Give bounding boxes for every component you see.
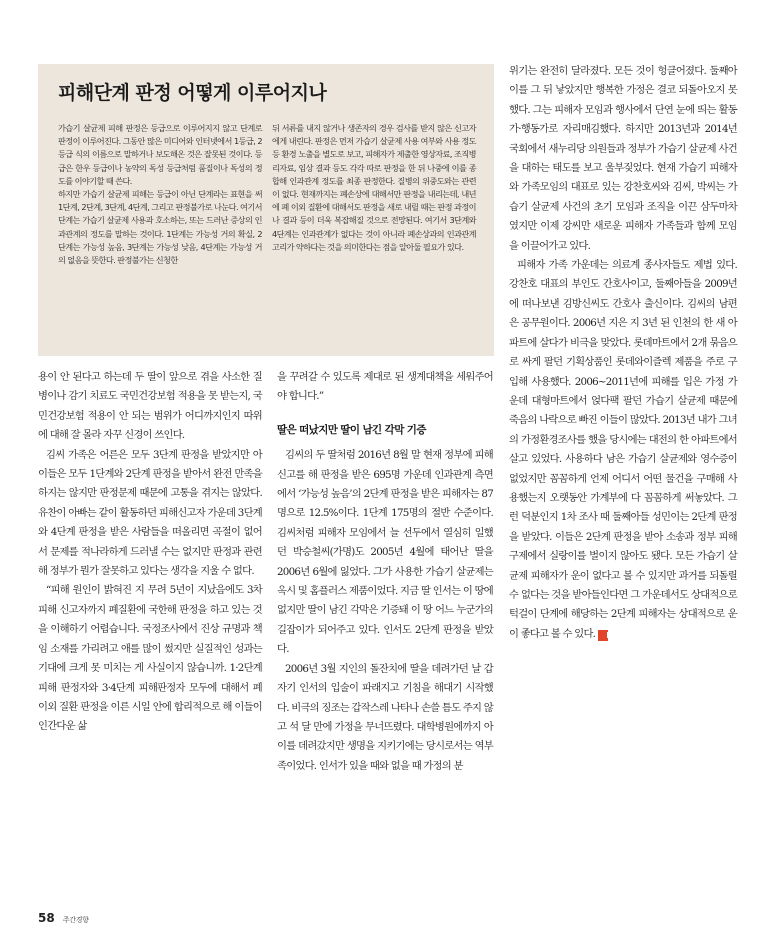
sidebar-column-1 [58,122,262,267]
article-column-left [38,368,262,737]
article-paragraph: 2006년 3월 지인의 돌잔치에 딸을 데려가던 날 갑자기 인서의 입술이 파래지고 기침을 해대기 시작했다. 비극의 징조는 갑작스레 나타나 손쓸 틈도 주지 않고 석 달 만에 가정을 무너뜨렸다. 대학병원에까지 아이를 데려갔지만 생명을 지키기에는 당시로서는 역부족이었다. 인서가 있을 때와 없을 때 가정의 분 [277,662,493,772]
sidebar-paragraph: 하지만 가습기 살균제 피해는 등급이 아닌 단계라는 표현을 써 1단계, 2단계, 3단계, 4단계, 그리고 판정불가로 나눈다. 여기서 단계는 가습기 살균제 사용과 호소하는, 또는 드러난 증상의 인과관계의 정도를 말하는 것이다. 1단계는 가능성 거의 확실, 2단계는 가능성 높음, 3단계는 가능성 낮음, 4단계는 가능성 거의 없음을 뜻한다. 판정불가는 신청한 [58,189,262,266]
article-column-right [509,62,737,644]
page-number: 58 [38,911,55,925]
article-paragraph: 위기는 완전히 달라졌다. 모든 것이 헝클어졌다. 둘째아이를 그 뒤 낳았지만 행복한 가정은 결코 되돌아오지 못했다. 그는 피해자 모임과 행사에서 단연 눈에 띄는 활동가·행동가로 자리매김했다. 하지만 2013년과 2014년 국회에서 새누리당 의원들과 정부가 가습기 살균제 사건을 대하는 태도를 보고 울부짖었다. 현재 가습기 피해자와 가족모임의 대표로 있는 강찬호씨와 김씨, 박씨는 가습기 살균제 사건의 초기 모임과 조직을 이끈 삼두마차였지만 이제 강씨만 새로운 피해자 가족들과 함께 모임을 이끌어가고 있다. [509,65,737,252]
article-paragraph [509,256,737,644]
sidebar-paragraph: 가습기 살균제 피해 판정은 등급으로 이루어지지 않고 단계로 판정이 이루어진다. 그동안 많은 미디어와 인터넷에서 1등급, 2등급 식의 이름으로 말하거나 보도해온 것은 잘못된 것이다. 등급은 한우 등급이나 농약의 독성 등급처럼 품질이나 독성의 정도를 이야기할 때 쓴다. [58,123,262,186]
article-paragraph: 김씨의 두 딸처럼 2016년 8월 말 현재 정부에 피해신고를 해 판정을 받은 695명 가운데 인과관계 측면에서 ‘가능성 높음’의 2단계 판정을 받은 피해자는 87명으로 12.5%이다. 1단계 175명의 절반 수준이다. 김씨처럼 피해자 모임에서 늘 선두에서 열심히 일했던 박승철씨(가명)도 2005년 4월에 태어난 딸을 2006년 6월에 잃었다. 그가 사용한 가습기 살균제는 옥시 및 홈플러스 제품이었다. 지금 딸 인서는 이 땅에 없지만 딸이 남긴 각막은 기증돼 이 땅 어느 누군가의 길잡이가 되어주고 있다. 인서도 2단계 판정을 받았다. [277,449,493,656]
sidebar-title: 피해단계 판정 어떻게 이루어지나 [58,82,327,104]
article-paragraph: 을 꾸려갈 수 있도록 제대로 된 생계대책을 세워주어야 합니다.” [277,371,493,403]
article-paragraph-text: 피해자 가족 가운데는 의료계 종사자들도 제법 있다. 강찬호 대표의 부인도 간호사이고, 둘째아들을 2009년에 떠나보낸 김방신씨도 간호사 출신이다. 김씨의 남편은 공무원이다. 2006년 지은 지 3년 된 인천의 한 새 아파트에 살다가 비극을 맞았다. 롯데마트에서 2개 묶음으로 싸게 팔던 기획상품인 롯데와이즐렉 제품을 주로 구입해 사용했다. 2006~2011년에 피해를 입은 가정 가운데 대형마트에서 얹다팩 팔던 가습기 살균제 때문에 죽음의 나락으로 빠진 이들이 많았다. 2013년 내가 그녀의 가정환경조사를 했을 당시에는 대전의 한 아파트에서 살고 있었다. 사용하다 남은 가습기 살균제와 영수증이 없었지만 꼼꼼하게 언제 어디서 어떤 물건을 구매해 사용했는지 오랫동안 가계부에 다 꼼꼼하게 써놓았다. 그런 덕분인지 1차 조사 때 둘째아들 성민이는 2단계 판정을 받았다. 이들은 2단계 판정을 받아 소송과 정부 피해구제에서 실랑이를 벌이지 않아도 됐다. 모든 가습기 살균제 피해자가 운이 없다고 볼 수 있지만 과거를 되돌릴 수 없다는 것을 받아들인다면 그 가운데서도 상대적으로 턱걸이 단계에 해당하는 2단계 피해자는 상대적으로 운이 좋다고 볼 수 있다. [509,259,737,640]
article-paragraph: “피해 원인이 밝혀진 지 무려 5년이 지났음에도 3차 피해 신고자까지 폐질환에 국한해 판정을 하고 있는 것을 이해하기 어렵습니다. 국정조사에서 진상 규명과 책임 소재를 가리려고 애를 많이 썼지만 실질적인 성과는 기대에 크게 못 미치는 게 사실이지 않습니까. 1·2단계 피해 판정자와 3·4단계 피해판정자 모두에 대해서 폐 이외 질환 판정을 이른 시일 안에 합리적으로 해 이들이 인간다운 삶 [38,584,262,733]
article-end-mark: K [598,630,608,641]
sidebar-box [38,64,494,356]
page-footer [38,907,89,926]
article-column-middle [277,368,493,776]
sidebar-paragraph: 뒤 서류를 내지 않거나 생존자의 경우 검사를 받지 않은 신고자에게 내린다. 판정은 먼저 가습기 살균제 사용 여부와 사용 정도 등 환경 노출을 별도로 보고, 피해자가 제출한 영상자료, 조직병리자료, 임상 결과 등도 각각 따로 판정을 한 뒤 나중에 이를 종합해 인과관계 정도를 최종 판정한다. 질병의 위중도와는 관련이 없다. 현재까지는 폐손상에 대해서만 판정을 내리는데, 내년에 폐 이외 질환에 대해서도 판정을 새로 내릴 때는 판정 과정이나 결과 등이 더욱 복잡해질 것으로 전망된다. 여기서 3단계와 4단계는 인과관계가 없다는 것이 아니라 폐손상과의 인과관계 고리가 약하다는 것을 의미한다는 점을 알아둘 필요가 있다. [272,123,476,252]
article-paragraph: 김씨 가족은 어른은 모두 3단계 판정을 받았지만 아이들은 모두 1단계와 2단계 판정을 받아서 완전 만족을 하지는 않지만 판정문제 때문에 고통을 겪지는 않았다. 유찬이 아빠는 같이 활동하던 피해신고자 가운데 3단계와 4단계 판정을 받은 사람들을 떠올리면 곡절이 없어서 문제를 적나라하게 드러낼 수는 없지만 판정과 관련해 정부가 뭔가 잘못하고 있다는 생각을 지울 수 없다. [38,448,262,578]
article-paragraph: 용이 안 된다고 하는데 두 딸이 앞으로 겪을 사소한 질병이나 감기 치료도 국민건강보험 적용을 못 받는지, 국민건강보험 적용이 안 되는 범위가 어디까지인지 따위에 대해 잘 몰라 자꾸 신경이 쓰인다. [38,371,262,442]
sidebar-column-2 [272,122,476,254]
magazine-name: 주간경향 [62,916,89,924]
section-subheading: 딸은 떠났지만 딸이 남긴 각막 기증 [277,423,426,436]
